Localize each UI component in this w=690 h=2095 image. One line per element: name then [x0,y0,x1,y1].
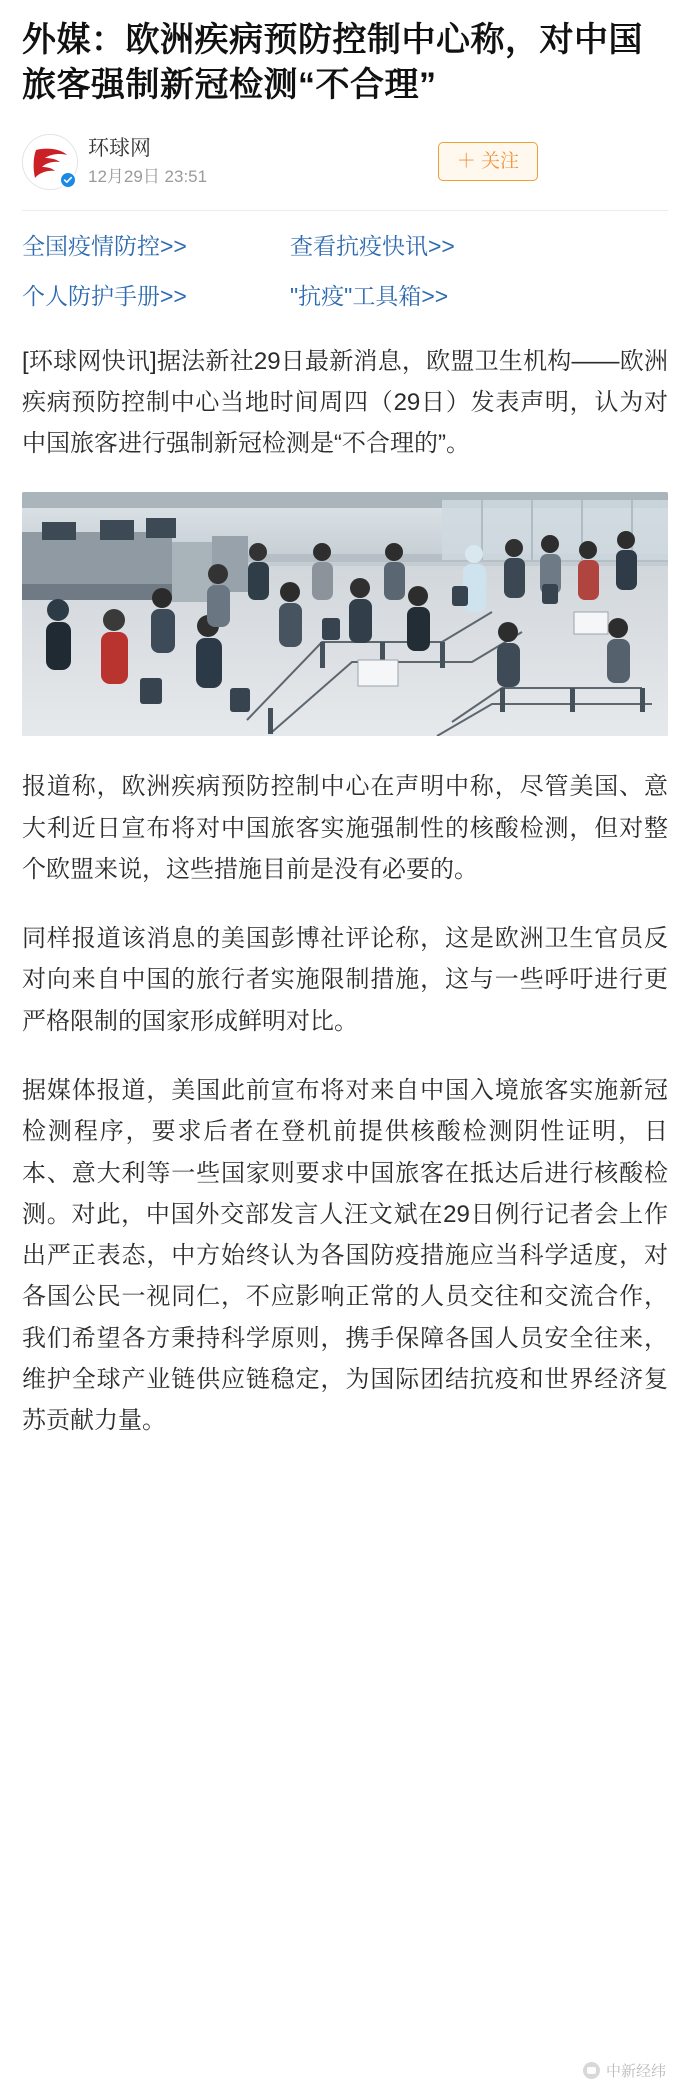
watermark [583,2060,666,2081]
quick-link-national-epidemic[interactable]: 全国疫情防控>> [22,233,187,260]
verified-badge-icon [59,171,77,189]
quick-link-epidemic-news[interactable]: 查看抗疫快讯>> [290,233,455,260]
byline [22,134,668,188]
watermark-logo-icon [583,2062,600,2079]
follow-button[interactable]: ＋ 关注 [438,142,538,181]
article-paragraph-2: 报道称，欧洲疾病预防控制中心在声明中称，尽管美国、意大利近日宣布将对中国旅客实施强制性的核酸检测，但对整个欧盟来说，这些措施目前是没有必要的。 [22,773,668,883]
quick-link-toolbox[interactable]: "抗疫"工具箱>> [290,283,449,310]
header-divider [22,210,668,211]
byline-text [88,135,438,188]
avatar[interactable] [22,134,76,188]
article-paragraph-3: 同样报道该消息的美国彭博社评论称，这是欧洲卫生官员反对向来自中国的旅行者实施限制措施，这与一些呼吁进行更严格限制的国家形成鲜明对比。 [22,925,668,1035]
article-paragraph-1: [环球网快讯]据法新社29日最新消息，欧盟卫生机构——欧洲疾病预防控制中心当地时间周四（29日）发表声明，认为对中国旅客进行强制新冠检测是“不合理的”。 [22,347,668,458]
quick-links [22,233,668,310]
article-image [22,492,668,736]
publish-time: 12月29日 23:51 [88,167,208,187]
page-title: 外媒：欧洲疾病预防控制中心称，对中国旅客强制新冠检测“不合理” [22,21,643,105]
author-name[interactable]: 环球网 [88,136,151,160]
watermark-label: 中新经纬 [605,2063,666,2080]
article-paragraph-4: 据媒体报道，美国此前宣布将对来自中国入境旅客实施新冠检测程序，要求后者在登机前提供核酸检测阴性证明，日本、意大利等一些国家则要求中国旅客在抵达后进行核酸检测。对此，中国外交部发言人汪文斌在29日例行记者会上作出严正表态，中方始终认为各国防疫措施应当科学适度，对各国公民一视同仁，不应影响正常的人员交往和交流合作，我们希望各方秉持科学原则，携手保障各国人员安全往来，维护全球产业链供应链稳定，为国际团结抗疫和世界经济复苏贡献力量。 [22,1077,668,1435]
quick-link-protection-handbook[interactable]: 个人防护手册>> [22,283,187,310]
